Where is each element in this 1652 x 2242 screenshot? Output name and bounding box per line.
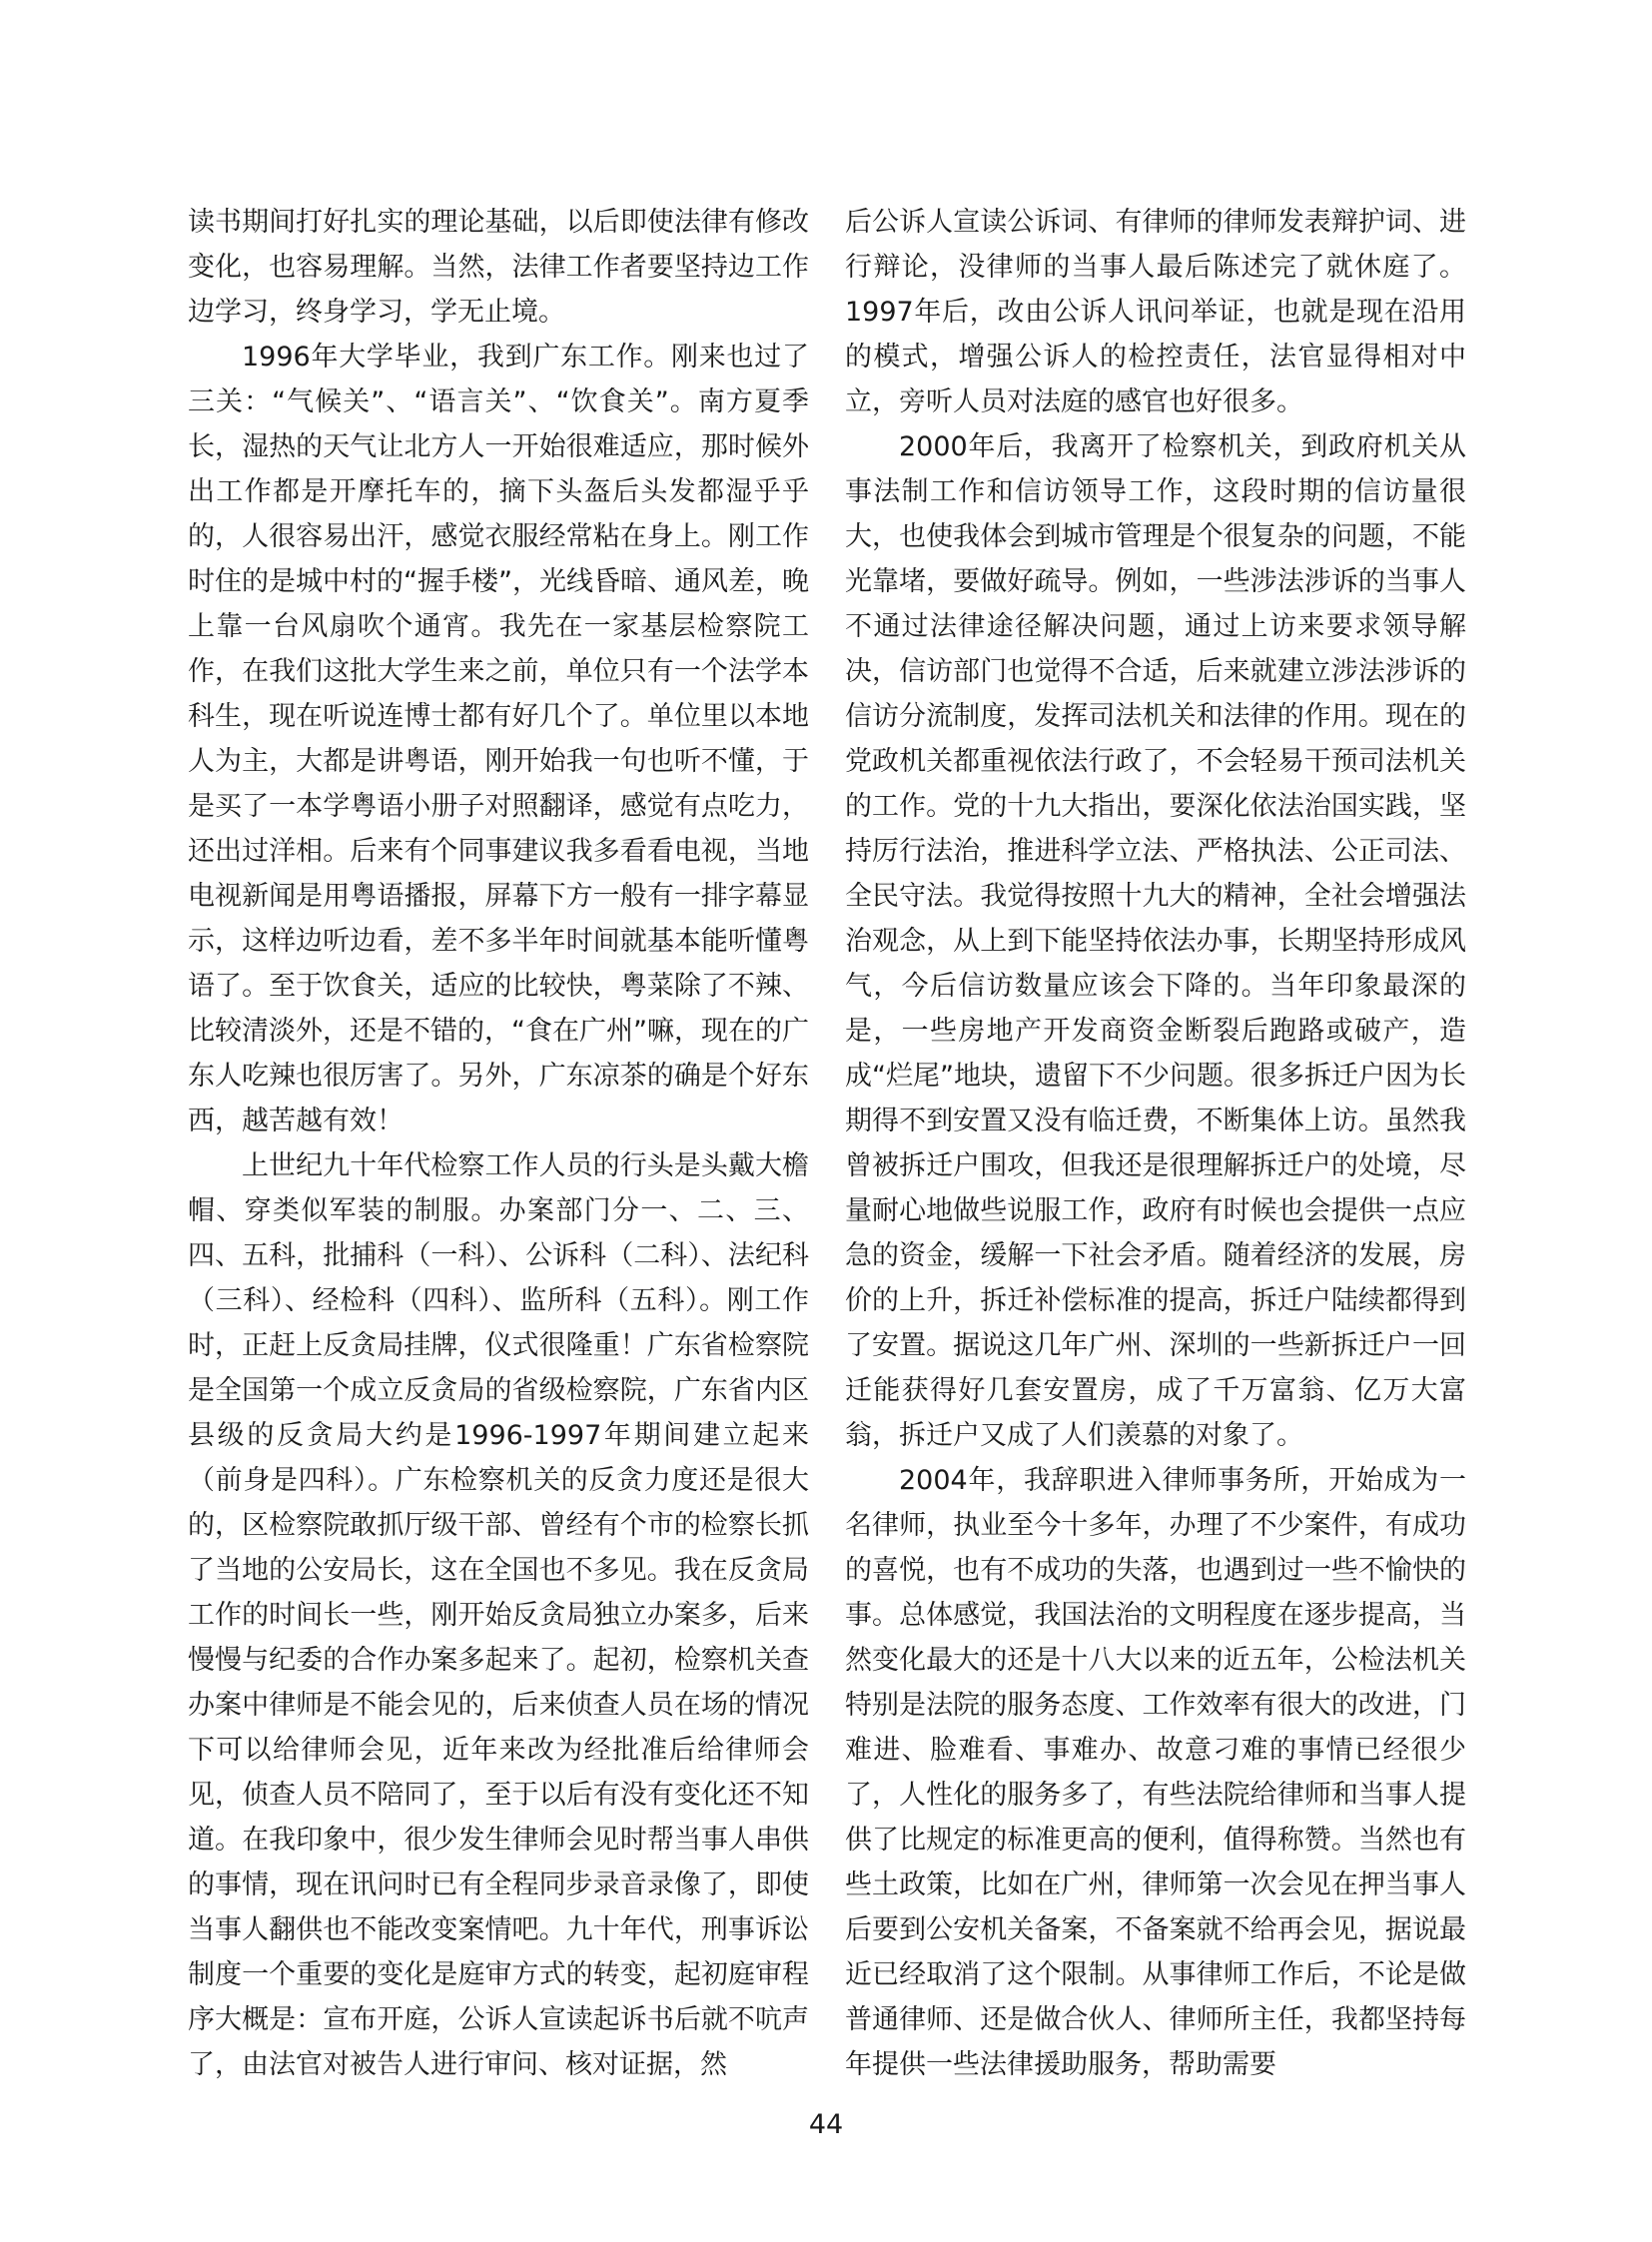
left-paragraph-1: 读书期间打好扎实的理论基础，以后即使法律有修改变化，也容易理解。当然，法律工作者要坚持边工作边学习，终身学习，学无止境。 <box>188 207 809 328</box>
left-column <box>188 200 809 2087</box>
right-paragraph-2: 2000年后，我离开了检察机关，到政府机关从事法制工作和信访领导工作，这段时期的信访量很大，也使我体会到城市管理是个很复杂的问题，不能光靠堵，要做好疏导。例如，一些涉法涉诉的当事人不通过法律途径解决问题，通过上访来要求领导解决，信访部门也觉得不合适，后来就建立涉法涉诉的信访分流制度，发挥司法机关和法律的作用。现在的党政机关都重视依法行政了，不会轻易干预司法机关的工作。党的十九大指出，要深化依法治国实践，坚持厉行法治，推进科学立法、严格执法、公正司法、全民守法。我觉得按照十九大的精神，全社会增强法治观念，从上到下能坚持依法办事，长期坚持形成风气，今后信访数量应该会下降的。当年印象最深的是，一些房地产开发商资金断裂后跑路或破产，造成“烂尾”地块，遗留下不少问题。很多拆迁户因为长期得不到安置又没有临迁费，不断集体上访。虽然我曾被拆迁户围攻，但我还是很理解拆迁户的处境，尽量耐心地做些说服工作，政府有时候也会提供一点应急的资金，缓解一下社会矛盾。随着经济的发展，房价的上升，拆迁补偿标准的提高，拆迁户陆续都得到了安置。据说这几年广州、深圳的一些新拆迁户一回迁能获得好几套安置房，成了千万富翁、亿万大富翁，拆迁户又成了人们羡慕的对象了。 <box>845 431 1466 1451</box>
page-number: 44 <box>808 2109 844 2140</box>
right-paragraph-1: 后公诉人宣读公诉词、有律师的律师发表辩护词、进行辩论，没律师的当事人最后陈述完了就休庭了。1997年后，改由公诉人讯问举证，也就是现在沿用的模式，增强公诉人的检控责任，法官显得相对中立，旁听人员对法庭的感官也好很多。 <box>845 207 1466 417</box>
left-paragraph-2: 1996年大学毕业，我到广东工作。刚来也过了三关：“气候关”、“语言关”、“饮食关”。南方夏季长，湿热的天气让北方人一开始很难适应，那时候外出工作都是开摩托车的，摘下头盔后头发都湿乎乎的，人很容易出汗，感觉衣服经常粘在身上。刚工作时住的是城中村的“握手楼”，光线昏暗、通风差，晚上靠一台风扇吹个通宵。我先在一家基层检察院工作，在我们这批大学生来之前，单位只有一个法学本科生，现在听说连博士都有好几个了。单位里以本地人为主，大都是讲粤语，刚开始我一句也听不懂，于是买了一本学粤语小册子对照翻译，感觉有点吃力，还出过洋相。后来有个同事建议我多看看电视，当地电视新闻是用粤语播报，屏幕下方一般有一排字幕显示，这样边听边看，差不多半年时间就基本能听懂粤语了。至于饮食关，适应的比较快，粤菜除了不辣、比较清淡外，还是不错的，“食在广州”嘛，现在的广东人吃辣也很厉害了。另外，广东凉茶的确是个好东西，越苦越有效！ <box>188 342 809 1136</box>
left-paragraph-3: 上世纪九十年代检察工作人员的行头是头戴大檐帽、穿类似军装的制服。办案部门分一、二、三、四、五科，批捕科（一科）、公诉科（二科）、法纪科（三科）、经检科（四科）、监所科（五科）。刚工作时，正赶上反贪局挂牌，仪式很隆重！广东省检察院是全国第一个成立反贪局的省级检察院，广东省内区县级的反贪局大约是1996-1997年期间建立起来（前身是四科）。广东检察机关的反贪力度还是很大的，区检察院敢抓厅级干部、曾经有个市的检察长抓了当地的公安局长，这在全国也不多见。我在反贪局工作的时间长一些，刚开始反贪局独立办案多，后来慢慢与纪委的合作办案多起来了。起初，检察机关查办案中律师是不能会见的，后来侦查人员在场的情况下可以给律师会见，近年来改为经批准后给律师会见，侦查人员不陪同了，至于以后有没有变化还不知道。在我印象中，很少发生律师会见时帮当事人串供的事情，现在讯问时已有全程同步录音录像了，即使当事人翻供也不能改变案情吧。九十年代，刑事诉讼制度一个重要的变化是庭审方式的转变，起初庭审程序大概是：宣布开庭，公诉人宣读起诉书后就不吭声了，由法官对被告人进行审问、核对证据，然 <box>188 1150 809 2080</box>
right-paragraph-3: 2004年，我辞职进入律师事务所，开始成为一名律师，执业至今十多年，办理了不少案件，有成功的喜悦，也有不成功的失落，也遇到过一些不愉快的事。总体感觉，我国法治的文明程度在逐步提高，当然变化最大的还是十八大以来的近五年，公检法机关特别是法院的服务态度、工作效率有很大的改进，门难进、脸难看、事难办、故意刁难的事情已经很少了，人性化的服务多了，有些法院给律师和当事人提供了比规定的标准更高的便利，值得称赞。当然也有些土政策，比如在广州，律师第一次会见在押当事人后要到公安机关备案，不备案就不给再会见，据说最近已经取消了这个限制。从事律师工作后，不论是做普通律师、还是做合伙人、律师所主任，我都坚持每年提供一些法律援助服务，帮助需要 <box>845 1465 1466 2080</box>
right-column <box>845 200 1466 2087</box>
